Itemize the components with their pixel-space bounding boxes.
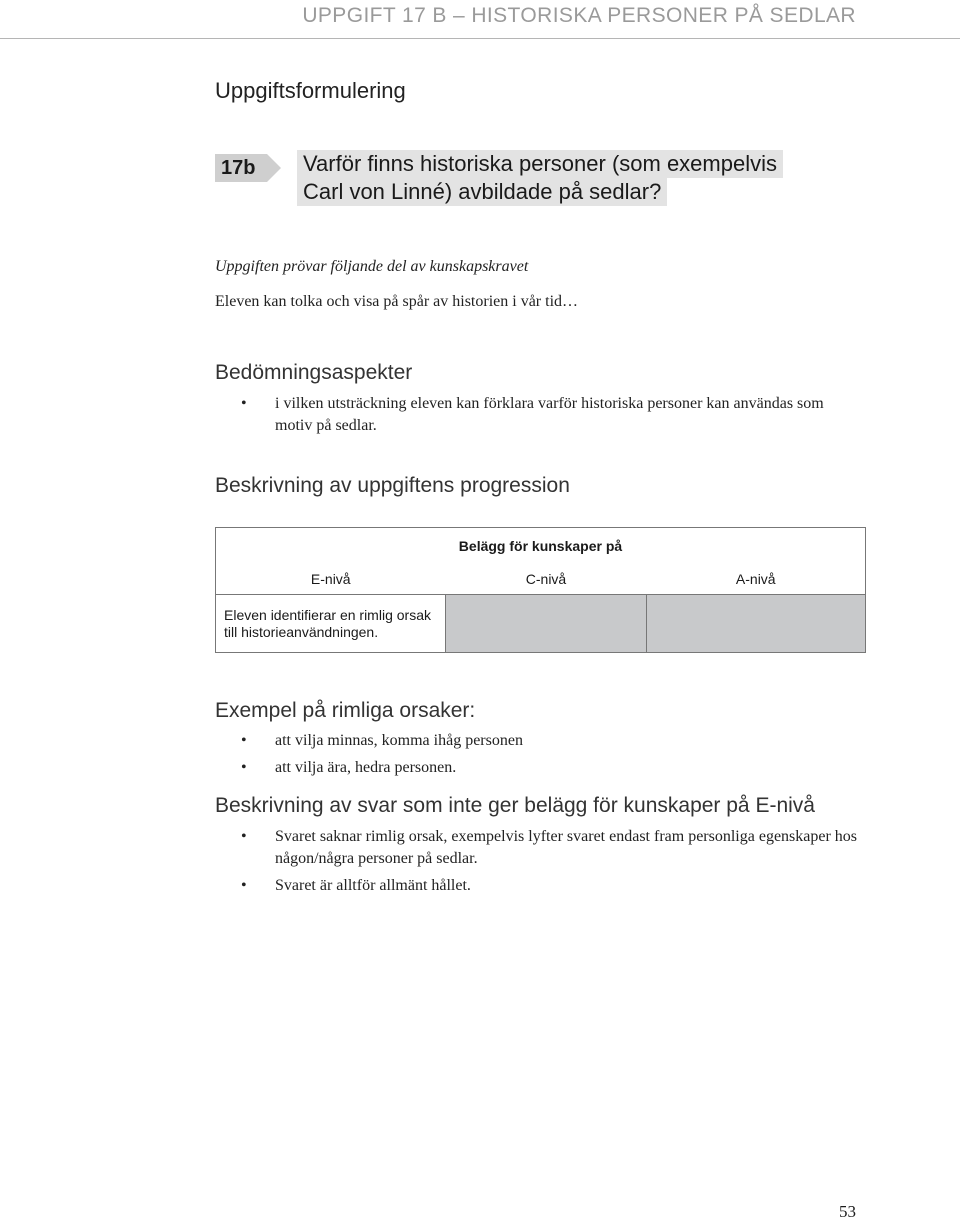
level-e: E-nivå bbox=[216, 564, 446, 595]
running-title: UPPGIFT 17 B – HISTORISKA PERSONER PÅ SEDLAR bbox=[302, 4, 856, 27]
list-item: • att vilja ära, hedra personen. bbox=[215, 757, 865, 779]
task-question bbox=[297, 150, 783, 206]
c-level-cell bbox=[446, 595, 647, 653]
list-item: • i vilken utsträckning eleven kan förklara varför historiska personer kan användas som motiv på sedlar. bbox=[215, 393, 865, 437]
assessment-list bbox=[215, 393, 865, 442]
no-evidence-heading: Beskrivning av svar som inte ger belägg för kunskaper på E-nivå bbox=[215, 794, 815, 817]
list-item: • Svaret saknar rimlig orsak, exempelvis lyfter svaret endast fram personliga egenskaper hos någon/några personer på sedlar. bbox=[215, 826, 865, 870]
no-evidence-list bbox=[215, 826, 865, 902]
level-a: A-nivå bbox=[647, 564, 866, 595]
examples-list bbox=[215, 730, 865, 784]
examples-heading: Exempel på rimliga orsaker: bbox=[215, 699, 476, 722]
tests-intro: Uppgiften prövar följande del av kunskapskravet bbox=[215, 258, 529, 275]
task-box bbox=[215, 150, 805, 212]
list-item: • Svaret är alltför allmänt hållet. bbox=[215, 875, 865, 897]
progression-heading: Beskrivning av uppgiftens progression bbox=[215, 474, 570, 497]
page-number: 53 bbox=[839, 1202, 856, 1221]
task-question-line-2: Carl von Linné) avbildade på sedlar? bbox=[297, 178, 667, 206]
task-label: 17b bbox=[215, 154, 267, 182]
formulation-heading: Uppgiftsformulering bbox=[215, 78, 406, 103]
knowledge-requirement: Eleven kan tolka och visa på spår av historien i vår tid… bbox=[215, 293, 579, 310]
e-level-cell: Eleven identifierar en rimlig orsak till historieanvändningen. bbox=[216, 595, 446, 653]
progression-table bbox=[215, 527, 866, 653]
level-c: C-nivå bbox=[446, 564, 647, 595]
assessment-heading: Bedömningsaspekter bbox=[215, 361, 413, 384]
running-header bbox=[0, 0, 960, 39]
table-header: Belägg för kunskaper på bbox=[216, 528, 866, 565]
task-question-line-1: Varför finns historiska personer (som exempelvis bbox=[297, 150, 783, 178]
a-level-cell bbox=[647, 595, 866, 653]
list-item: • att vilja minnas, komma ihåg personen bbox=[215, 730, 865, 752]
